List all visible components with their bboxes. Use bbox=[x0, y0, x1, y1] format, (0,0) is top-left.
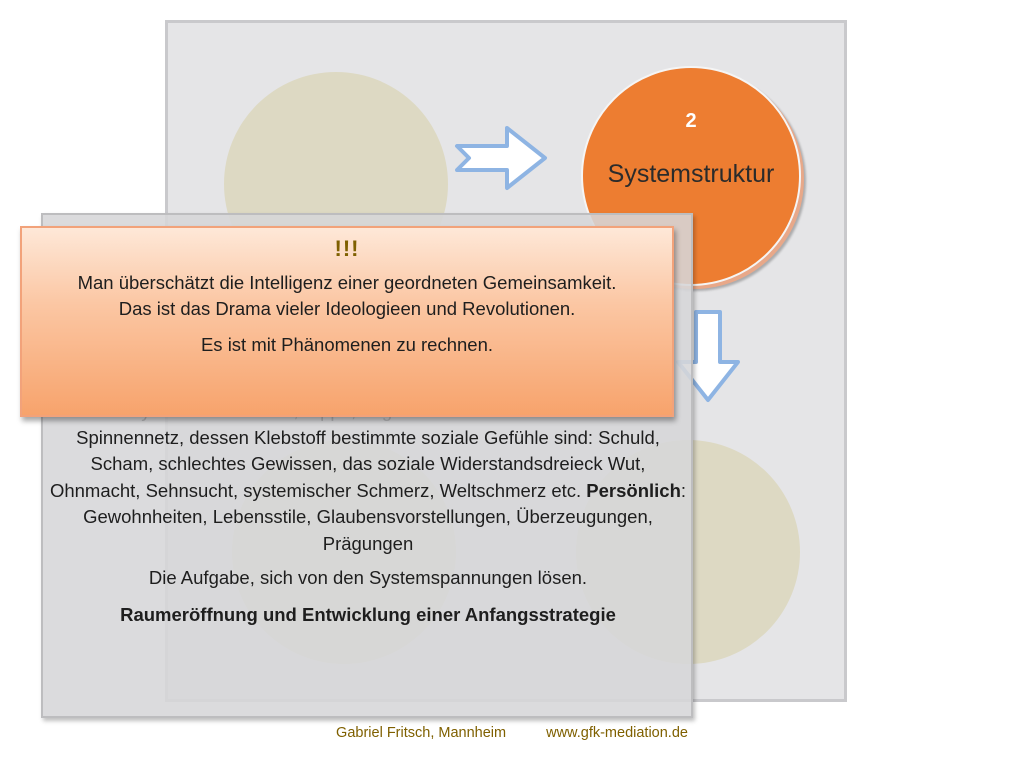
callout-box bbox=[20, 226, 674, 417]
body-text bbox=[44, 398, 692, 628]
callout-text bbox=[22, 270, 672, 358]
callout-line-1: Man überschätzt die Intelligenz einer geordneten Gemeinsamkeit. bbox=[77, 272, 617, 293]
step-label: Systemstruktur bbox=[607, 160, 775, 188]
step-number: 2 bbox=[685, 110, 697, 132]
footer bbox=[0, 725, 1024, 741]
personal-label: Persönlich bbox=[586, 479, 681, 501]
task-text: Die Aufgabe, sich von den Systemspannungen lösen. bbox=[148, 567, 588, 588]
personal-text: : Gewohnheiten, Lebensstile, Glaubensvorstellungen, Überzeugungen, Prägungen bbox=[83, 479, 687, 554]
footer-author: Gabriel Fritsch, Mannheim bbox=[336, 725, 507, 741]
callout-line-3: Es ist mit Phänomenen zu rechnen. bbox=[200, 334, 494, 355]
callout-line-2: Das ist das Drama vieler Ideologieen und Revolutionen. bbox=[118, 298, 576, 319]
arrow-right-icon bbox=[455, 126, 547, 190]
description-paragraph bbox=[44, 425, 692, 558]
description-text: Spinnennetz, dessen Klebstoff bestimmte soziale Gefühle sind: Schuld, Scham, schlechtes Gewissen, das soziale Widerstandsdreieck Wut, Ohnmacht, Sehnsucht, systemischer Schmerz, Weltschmerz etc. bbox=[49, 426, 660, 501]
callout-title: !!! bbox=[334, 236, 360, 261]
strategy-title: Raumeröffnung und Entwicklung einer Anfangsstrategie bbox=[120, 603, 616, 625]
footer-website: www.gfk-mediation.de bbox=[546, 725, 688, 741]
